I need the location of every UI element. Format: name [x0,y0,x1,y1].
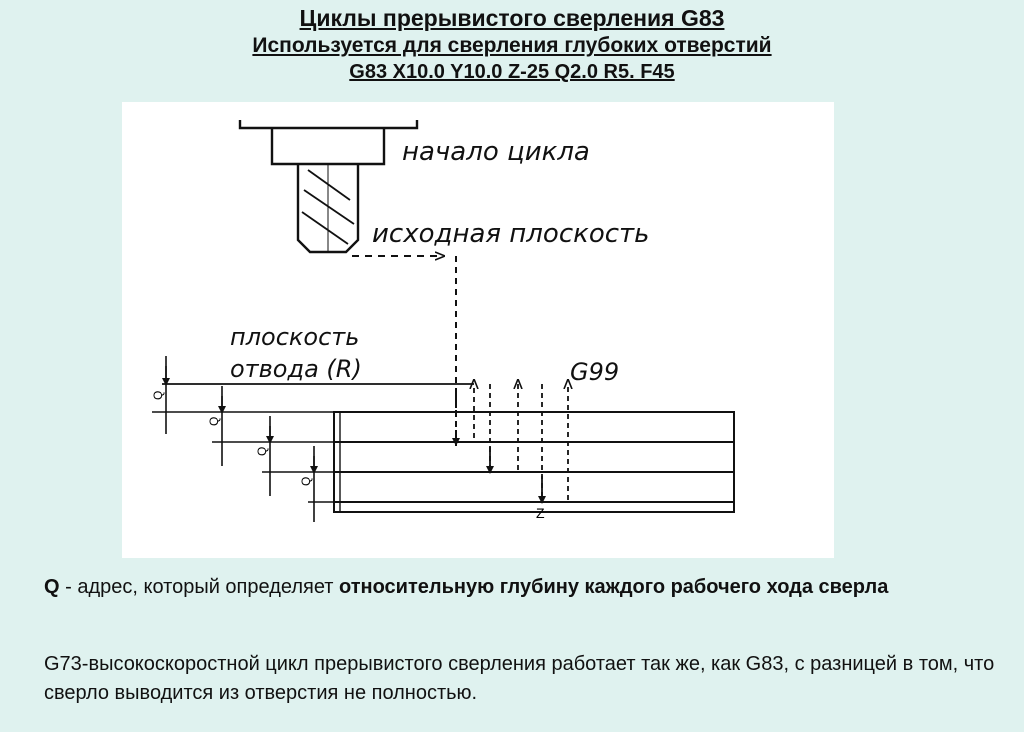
label-cycle-start: начало цикла [402,137,590,167]
drilling-cycle-diagram [122,102,834,558]
gcode-example: G83 X10.0 Y10.0 Z-25 Q2.0 R5. F45 [349,61,675,83]
q-label-1: Q [151,390,165,400]
label-initial-plane: исходная плоскость [372,219,650,249]
label-z: Z [536,505,545,521]
q-label-3: Q [255,446,269,456]
page-subtitle: Используется для сверления глубоких отверстий [252,34,772,57]
q-label-2: Q [207,416,221,426]
page-title: Циклы прерывистого сверления G83 [299,5,725,31]
g73-description: G73-высокоскоростной цикл прерывистого сверления работает так же, как G83, с разницей в том, что сверло выводится из отверстия не полностью. [44,653,995,704]
q-letter: Q [44,576,60,598]
q-label-4: Q [299,476,313,486]
q-description [44,572,1004,602]
workpiece [334,412,734,512]
title-block [0,4,1024,85]
q-text-mid: - адрес, который определяет [59,576,339,598]
q-text-bold: относительную глубину каждого рабочего хода сверла [339,576,889,598]
rapid-approach-path [352,256,456,446]
label-g99: G99 [570,358,620,386]
diagram-svg [122,102,834,558]
label-retract-plane-line2: отвода (R) [230,355,362,383]
label-retract-plane-line1: плоскость [230,323,360,351]
